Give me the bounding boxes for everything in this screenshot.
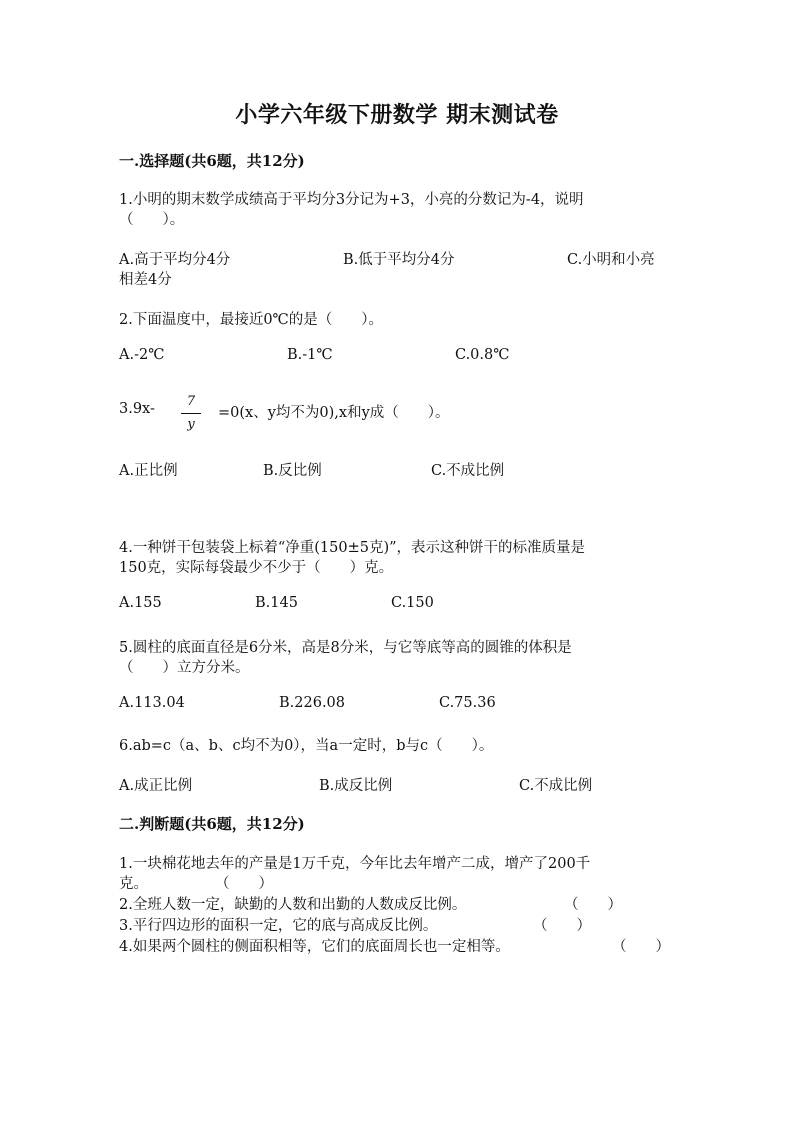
question-3-option-b: B.反比例 bbox=[263, 463, 322, 479]
question-6-option-c: C.不成比例 bbox=[519, 778, 593, 794]
question-1-option-c: C.小明和小亮 bbox=[567, 252, 655, 268]
question-1-text: 1.小明的期末数学成绩高于平均分3分记为+3，小亮的分数记为-4，说明 bbox=[119, 192, 584, 208]
question-2-option-a: A.-2℃ bbox=[119, 347, 165, 363]
judgement-1-answer-blank: （ ） bbox=[215, 876, 273, 892]
section-heading-judgement: 二.判断题(共6题，共12分) bbox=[119, 815, 305, 833]
question-2-option-b: B.-1℃ bbox=[287, 347, 333, 363]
question-1-text-cont: （ ）。 bbox=[119, 212, 185, 228]
judgement-1-text: 1.一块棉花地去年的产量是1万千克，今年比去年增产二成，增产了200千 bbox=[119, 856, 591, 872]
question-3-option-c: C.不成比例 bbox=[431, 463, 505, 479]
question-4-text-cont: 150克，实际每袋最少不少于（ ）克。 bbox=[119, 560, 394, 576]
judgement-3-text: 3.平行四边形的面积一定，它的底与高成反比例。 bbox=[119, 918, 438, 934]
question-5-option-c: C.75.36 bbox=[439, 695, 496, 711]
judgement-3-answer-blank: （ ） bbox=[533, 918, 591, 934]
fraction-numerator: 7 bbox=[186, 394, 196, 409]
question-4-option-c: C.150 bbox=[391, 595, 434, 611]
question-6-text: 6.ab=c（a、b、c均不为0），当a一定时，b与c（ ）。 bbox=[119, 738, 494, 754]
question-3-fraction bbox=[180, 393, 202, 434]
question-2-option-c: C.0.8℃ bbox=[455, 347, 510, 363]
question-1-option-a: A.高于平均分4分 bbox=[119, 252, 231, 268]
fraction-denominator: y bbox=[187, 417, 195, 432]
question-6-option-b: B.成反比例 bbox=[319, 778, 393, 794]
page-title: 小学六年级下册数学 期末测试卷 bbox=[235, 102, 559, 128]
question-3-text-pre: 3.9x- bbox=[119, 401, 155, 417]
question-5-option-a: A.113.04 bbox=[119, 695, 185, 711]
question-4-option-a: A.155 bbox=[119, 595, 162, 611]
question-5-text-cont: （ ）立方分米。 bbox=[119, 660, 250, 676]
question-1-option-c-cont: 相差4分 bbox=[119, 272, 172, 288]
judgement-2-text: 2.全班人数一定，缺勤的人数和出勤的人数成反比例。 bbox=[119, 897, 467, 913]
question-4-text: 4.一种饼干包装袋上标着“净重(150±5克)”，表示这种饼干的标准质量是 bbox=[119, 540, 586, 556]
fraction-bar bbox=[181, 413, 201, 414]
section-heading-choice: 一.选择题(共6题，共12分) bbox=[119, 152, 305, 170]
question-3-option-a: A.正比例 bbox=[119, 463, 178, 479]
question-5-text: 5.圆柱的底面直径是6分米，高是8分米，与它等底等高的圆锥的体积是 bbox=[119, 640, 572, 656]
judgement-2-answer-blank: （ ） bbox=[564, 897, 622, 913]
judgement-1-text-cont: 克。 bbox=[119, 876, 148, 892]
judgement-4-answer-blank: （ ） bbox=[612, 939, 670, 955]
question-3-text-post: =0(x、y均不为0),x和y成（ ）。 bbox=[218, 405, 450, 421]
question-1-option-b: B.低于平均分4分 bbox=[343, 252, 455, 268]
question-5-option-b: B.226.08 bbox=[279, 695, 346, 711]
question-4-option-b: B.145 bbox=[255, 595, 298, 611]
question-2-text: 2.下面温度中，最接近0℃的是（ ）。 bbox=[119, 312, 384, 328]
question-6-option-a: A.成正比例 bbox=[119, 778, 193, 794]
judgement-4-text: 4.如果两个圆柱的侧面积相等，它们的底面周长也一定相等。 bbox=[119, 939, 510, 955]
